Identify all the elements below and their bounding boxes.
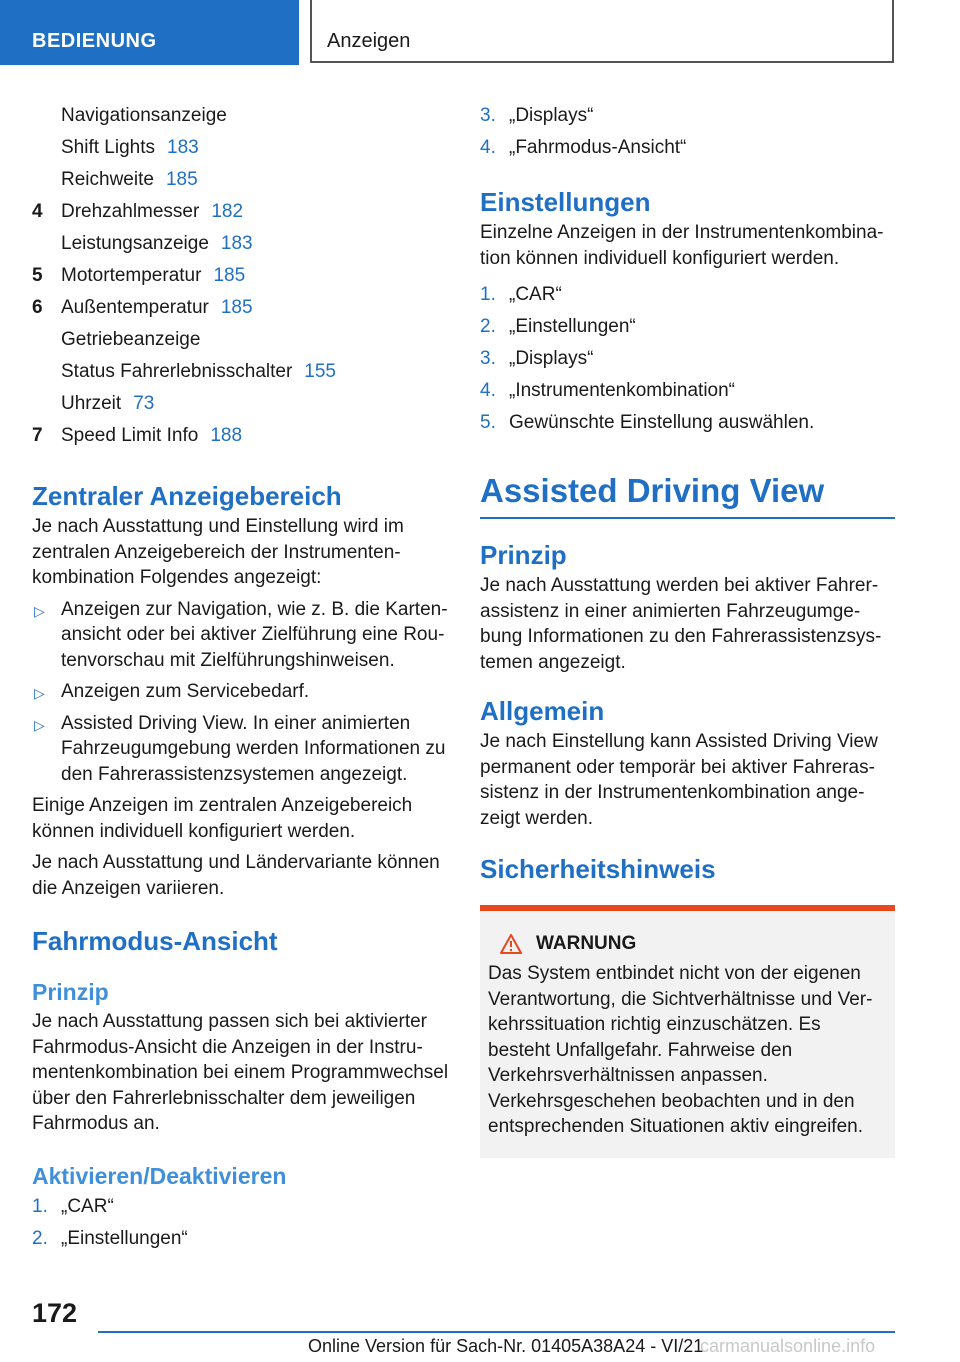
aktivieren-heading: Aktivieren/Deaktivieren (32, 1162, 287, 1189)
legend-row (32, 100, 450, 132)
steps-list (480, 279, 895, 439)
legend-row (32, 260, 450, 292)
adv-prinzip-heading: Prinzip (480, 540, 567, 570)
legend-row (32, 164, 450, 196)
legend-label: Uhrzeit 73 (61, 393, 155, 414)
adv-heading: Assisted Driving View (480, 469, 895, 519)
step-item: 4. „Instrumentenkombination“ (480, 380, 735, 401)
zentral-para-2: Je nach Ausstattung und Ländervariante können die Anzeigen variieren. (32, 852, 440, 899)
step-item: 1. „CAR“ (32, 1195, 114, 1217)
chapter-title: Anzeigen (327, 30, 411, 52)
legend-label: Getriebeanzeige (61, 329, 201, 350)
chapter-tab (310, 0, 894, 63)
bullet-item: ▷ Anzeigen zum Servicebedarf. (32, 679, 450, 705)
legend-row (32, 228, 450, 260)
watermark: carmanualsonline.info (700, 1336, 876, 1356)
bullet-item: ▷ Anzeigen zur Navigation, wie z. B. die Kartenansicht oder bei aktiver Zielführung eine Routenvorschau mit Zielführungshinweisen. (34, 598, 448, 671)
page-reference-link[interactable]: 185 (220, 297, 253, 318)
page-number: 172 (32, 1298, 78, 1328)
warning-label: WARNUNG (536, 933, 637, 954)
warning-header (500, 933, 887, 955)
legend-row (32, 196, 450, 228)
fahrmodus-prinzip-text: Je nach Ausstattung passen sich bei aktivierter Fahrmodus-Ansicht die Anzeigen in der Instrumentenkombination bei einem Programmwechsel über den Fahrerlebnisschalter dem jeweiligen Fahrmodus an. (32, 1011, 449, 1134)
warning-box (480, 905, 895, 1158)
steps-list (32, 1191, 450, 1255)
einstellungen-heading: Einstellungen (480, 187, 651, 217)
footer-text: Online Version für Sach-Nr. 01405A38A24 - VI/21 (308, 1336, 704, 1356)
page-reference-link[interactable]: 185 (213, 265, 246, 286)
section-tab (0, 0, 299, 65)
page-reference-link[interactable]: 183 (167, 137, 199, 158)
legend-number: 4 (32, 201, 43, 222)
step-item: 3. „Displays“ (480, 348, 594, 369)
left-column (32, 100, 450, 1255)
legend-label: Drehzahlmesser 182 (61, 201, 244, 222)
legend-number: 6 (32, 297, 43, 318)
adv-prinzip-text: Je nach Ausstattung werden bei aktiver Fahrerassistenz in einer animierten Fahrzeugumgebung Informationen zu den Fahrerassistenzsystemen angezeigt. (480, 575, 882, 673)
legend-label: Motortemperatur 185 (61, 265, 246, 286)
legend-list (32, 100, 450, 452)
triangle-bullet-icon: ▷ (34, 685, 45, 701)
warning-triangle-icon (500, 934, 522, 954)
legend-label: Leistungsanzeige 183 (61, 233, 253, 254)
fahrmodus-heading: Fahrmodus-Ansicht (32, 926, 278, 956)
footer-rule (98, 1331, 895, 1333)
page-reference-link[interactable]: 73 (133, 393, 155, 414)
step-item: 5. Gewünschte Einstellung auswählen. (480, 412, 815, 433)
step-item: 2. „Einstellungen“ (32, 1227, 188, 1249)
zentral-intro: Je nach Ausstattung und Einstellung wird im zentralen Anzeigebereich der Instrumentenkombination Folgendes angezeigt: (32, 516, 404, 588)
legend-row (32, 388, 450, 420)
page-reference-link[interactable]: 183 (220, 233, 253, 254)
section-title: BEDIENUNG (32, 30, 157, 52)
legend-number: 5 (32, 265, 43, 286)
legend-row (32, 324, 450, 356)
step-item: 3. „Displays“ (480, 105, 594, 126)
legend-label: Status Fahrerlebnisschalter 155 (61, 361, 336, 382)
triangle-bullet-icon: ▷ (34, 602, 45, 619)
step-item: 2. „Einstellungen“ (480, 316, 636, 337)
legend-row (32, 356, 450, 388)
legend-row (32, 132, 450, 164)
fahrmodus-prinzip-heading: Prinzip (32, 979, 109, 1005)
legend-label: Shift Lights 183 (61, 137, 199, 158)
page-reference-link[interactable]: 155 (304, 361, 336, 382)
legend-row (32, 420, 450, 452)
legend-label: Speed Limit Info 188 (61, 425, 243, 446)
step-item: 1. „CAR“ (480, 284, 562, 305)
legend-label: Reichweite 185 (61, 169, 198, 190)
triangle-bullet-icon: ▷ (34, 716, 45, 733)
zentral-para-1: Einige Anzeigen im zentralen Anzeigebereich können individuell konfiguriert werden. (32, 795, 413, 842)
warning-text: Das System entbindet nicht von der eigenen Verantwortung, die Sichtverhältnisse und Verkehrssituation richtig einzuschätzen. Es besteht Unfallgefahr. Fahrweise den Verkehrsverhältnissen anpassen. Verkehrsgeschehen beobachten und in den entsprechenden Situationen aktiv eingreifen. (488, 963, 873, 1137)
page-reference-link[interactable]: 185 (165, 169, 198, 190)
step-item: 4. „Fahrmodus-Ansicht“ (480, 137, 687, 158)
legend-row (32, 292, 450, 324)
legend-label: Außentemperatur 185 (61, 297, 253, 318)
allgemein-heading: Allgemein (480, 696, 605, 726)
bullet-item: ▷ Assisted Driving View. In einer animierten Fahrzeugumgebung werden Informationen zu den Fahrerassistenzsystemen angezeigt. (34, 712, 446, 785)
page-reference-link[interactable]: 188 (210, 425, 243, 446)
allgemein-text: Je nach Einstellung kann Assisted Driving View permanent oder temporär bei aktiver Fahrerassistenz in der Instrumentenkombination angezeigt werden. (480, 731, 878, 829)
right-column (480, 100, 895, 1158)
einstellungen-text: Einzelne Anzeigen in der Instrumentenkombination können individuell konfiguriert werden. (480, 222, 884, 269)
zentral-heading: Zentraler Anzeigebereich (32, 481, 342, 511)
legend-label: Navigationsanzeige (61, 105, 227, 126)
steps-list (480, 100, 895, 164)
page-reference-link[interactable]: 182 (211, 201, 244, 222)
legend-number: 7 (32, 425, 43, 446)
sicherheit-heading: Sicherheitshinweis (480, 854, 716, 884)
